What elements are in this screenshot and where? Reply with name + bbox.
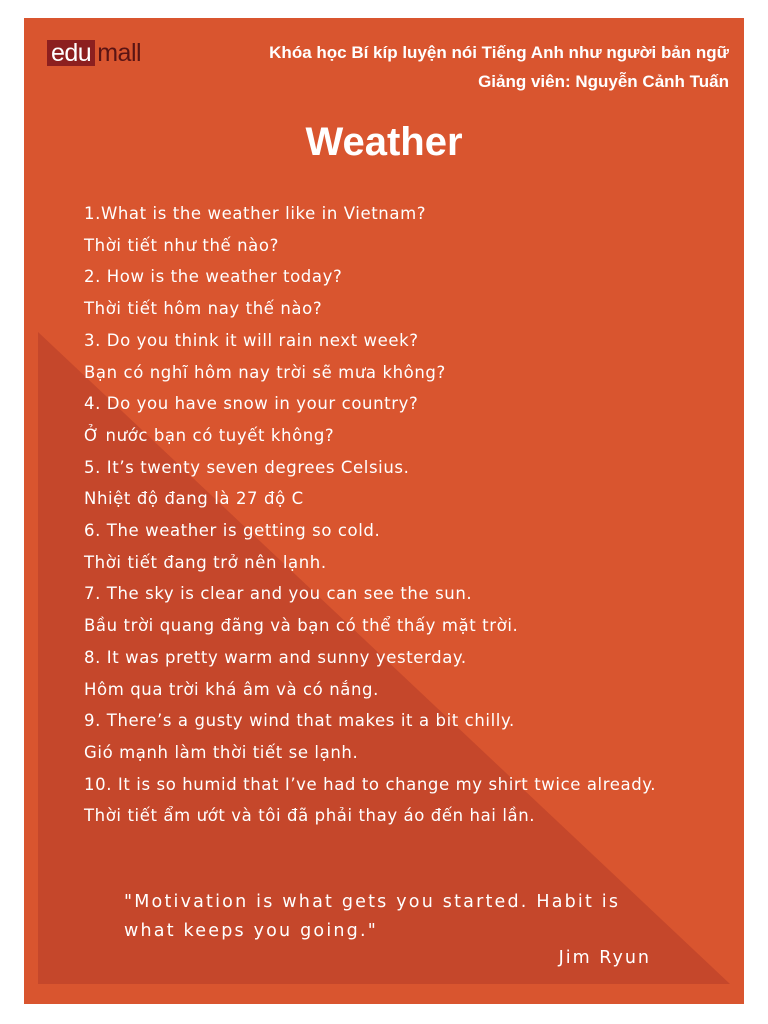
translation-line: Gió mạnh làm thời tiết se lạnh. — [84, 742, 359, 762]
page-title: Weather — [305, 120, 463, 164]
translation-line: Nhiệt độ đang là 27 độ C — [84, 489, 304, 509]
teacher-name: Giảng viên: Nguyễn Cảnh Tuấn — [478, 72, 729, 91]
course-header — [269, 38, 729, 96]
logo-mall: mall — [97, 39, 142, 67]
phrase-line: 8. It was pretty warm and sunny yesterday. — [84, 647, 467, 667]
translation-line: Thời tiết hôm nay thế nào? — [84, 299, 323, 319]
translation-line: Hôm qua trời khá âm và có nắng. — [84, 679, 379, 699]
quote-author: Jim Ryun — [558, 948, 651, 968]
phrase-line: 4. Do you have snow in your country? — [84, 394, 419, 414]
phrase-line: 2. How is the weather today? — [84, 267, 343, 287]
logo-edu: edu — [47, 40, 95, 66]
translation-line: Thời tiết như thế nào? — [84, 235, 279, 255]
phrase-line: 9. There’s a gusty wind that makes it a bit chilly. — [84, 711, 515, 731]
quote-text: "Motivation is what gets you started. Habit is what keeps you going." — [124, 892, 621, 941]
course-title: Khóa học Bí kíp luyện nói Tiếng Anh như người bản ngữ — [269, 43, 729, 62]
translation-line: Ở nước bạn có tuyết không? — [84, 425, 335, 445]
phrase-line: 3. Do you think it will rain next week? — [84, 330, 419, 350]
edumall-logo — [47, 40, 141, 66]
translation-line: Thời tiết đang trở nên lạnh. — [84, 552, 327, 572]
phrase-line: 7. The sky is clear and you can see the sun. — [84, 584, 473, 604]
phrase-line: 10. It is so humid that I’ve had to change my shirt twice already. — [84, 774, 657, 794]
translation-line: Bạn có nghĩ hôm nay trời sẽ mưa không? — [84, 362, 446, 382]
translation-line: Bầu trời quang đãng và bạn có thể thấy mặt trời. — [84, 616, 519, 636]
phrase-line: 5. It’s twenty seven degrees Celsius. — [84, 457, 410, 477]
translation-line: Thời tiết ẩm ướt và tôi đã phải thay áo đến hai lần. — [84, 806, 536, 826]
phrase-line: 1.What is the weather like in Vietnam? — [84, 204, 427, 223]
phrase-line: 6. The weather is getting so cold. — [84, 521, 381, 541]
card — [24, 18, 744, 1004]
phrase-list — [84, 198, 694, 832]
